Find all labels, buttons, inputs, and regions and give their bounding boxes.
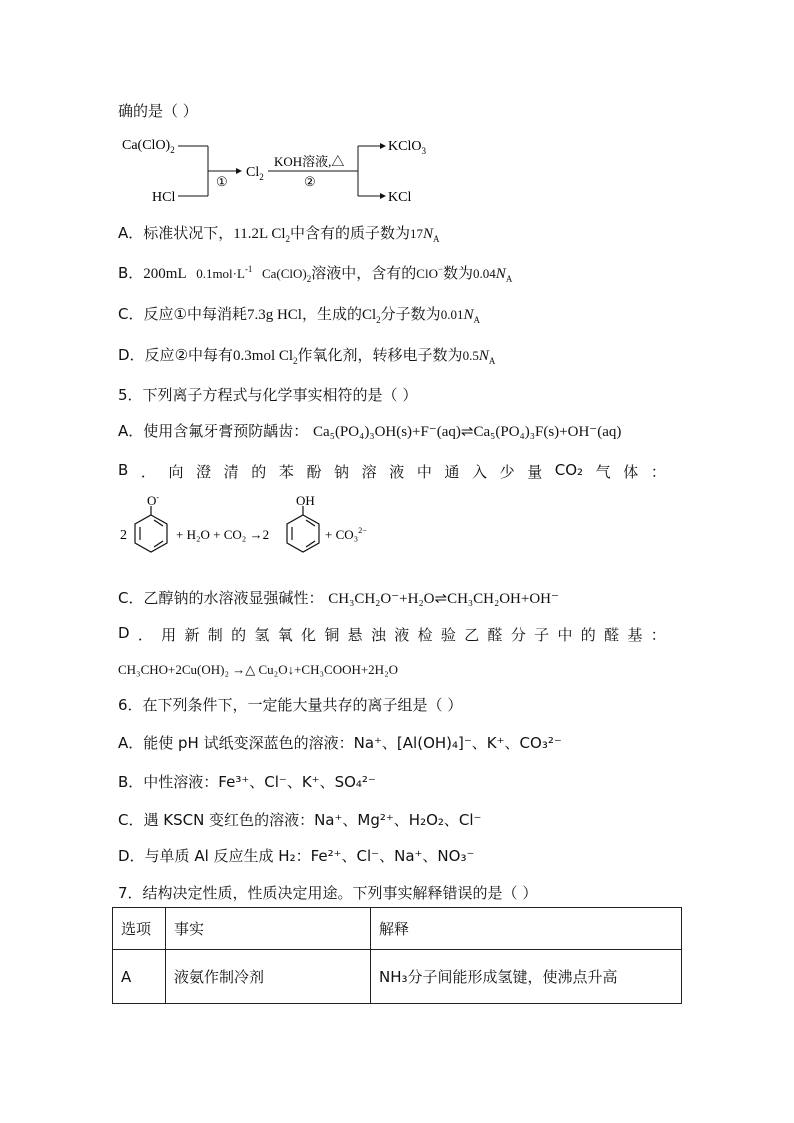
justified-char: 检 [417, 626, 433, 644]
table-header-row [113, 908, 682, 950]
justified-char: D [118, 624, 130, 642]
q7-table [112, 907, 682, 1004]
table-cell: 液氨作制冷剂 [166, 950, 371, 1004]
justified-char: 钠 [334, 463, 350, 481]
q5-option-a: A．使用含氟牙膏预防龋齿： Ca₅(PO₄)₃OH(s)+F⁻(aq)⇌Ca₅(PO₄)₃F(s)+OH⁻(aq) [118, 422, 622, 440]
justified-char: 中 [557, 626, 573, 644]
justified-char: 悬 [347, 626, 363, 644]
justified-char: 氧 [277, 626, 293, 644]
justified-char: 液 [389, 463, 405, 481]
q6-option-b: B．中性溶液：Fe³⁺、Cl⁻、K⁺、SO₄²⁻ [118, 773, 376, 791]
justified-char: 体 [623, 463, 639, 481]
q5-option-a-equation: Ca₅(PO₄)₃OH(s)+F⁻(aq)⇌Ca₅(PO₄)₃F(s)+OH⁻(aq) [313, 424, 622, 440]
justified-char: 的 [251, 463, 267, 481]
justified-char: 乙 [464, 626, 480, 644]
eq-phenol: OH [296, 494, 315, 508]
justified-char: 的 [580, 626, 596, 644]
justified-char: ： [650, 463, 666, 481]
justified-char: 氢 [254, 626, 270, 644]
table-header-cell: 解释 [371, 908, 682, 950]
justified-char: 苯 [278, 463, 294, 481]
justified-char: 澄 [196, 463, 212, 481]
q5-option-b-stem [118, 461, 666, 482]
table-cell: NH₃分子间能形成氢键，使沸点升高 [371, 950, 682, 1004]
scheme-product2: KCl [388, 190, 412, 205]
justified-char: 入 [472, 463, 488, 481]
justified-char: 溶 [361, 463, 377, 481]
justified-char: B [118, 461, 129, 479]
justified-char: 用 [161, 626, 177, 644]
justified-char: ． [137, 626, 153, 644]
justified-char: 制 [207, 626, 223, 644]
eq-plus-terms: + H₂O + CO₂ →2 [176, 527, 270, 542]
justified-char: 中 [416, 463, 432, 481]
q4-option-d: D．反应②中每有0.3mol $Cl_2$作氧化剂，转移电子数为$0.5N_A$ [118, 346, 496, 366]
justified-char: 分 [510, 626, 526, 644]
q4-option-c: C．反应①中每消耗7.3g HCl，生成的$Cl_2$分子数为$0.01N_A$ [118, 305, 480, 325]
eq-phenoxide: O- [147, 494, 160, 508]
eq-carbonate: + CO₃$^{2-}$ [325, 526, 367, 542]
justified-char: 的 [231, 626, 247, 644]
justified-char: 验 [440, 626, 456, 644]
justified-char: ： [650, 626, 666, 644]
scheme-intermediate: $Cl_2$ [246, 165, 264, 182]
justified-char: ． [140, 463, 156, 481]
q4-stem-tail: 确的是（ ） [118, 102, 198, 120]
q6-option-c: C．遇 KSCN 变红色的溶液：Na⁺、Mg²⁺、H₂O₂、Cl⁻ [118, 811, 482, 829]
justified-char: 向 [168, 463, 184, 481]
q6-option-a: A．能使 pH 试纸变深蓝色的溶液：Na⁺、[Al(OH)₄]⁻、K⁺、CO₃²⁻ [118, 734, 562, 752]
q4-option-b: B．200mL $0.1mol\cdot L^{-1}$ $Ca(ClO)_2$溶液中，含有的ClO−数为$0.04N_A$ [118, 264, 513, 284]
table-header-cell: 事实 [166, 908, 371, 950]
justified-char: 气 [595, 463, 611, 481]
q5-option-d-stem [118, 624, 666, 645]
justified-char: CO₂ [554, 461, 584, 479]
q5-option-d-equation: CH₃CHO+2Cu(OH)₂ →△ Cu₂O↓+CH₃COOH+2H₂O [118, 662, 398, 677]
scheme-reactant1: $Ca(ClO)_2$ [122, 138, 175, 155]
justified-char: 基 [627, 626, 643, 644]
justified-char: 量 [527, 463, 543, 481]
justified-char: 醛 [604, 626, 620, 644]
table-row [113, 950, 682, 1004]
scheme-step1: ① [216, 174, 228, 189]
justified-char: 醛 [487, 626, 503, 644]
justified-char: 子 [534, 626, 550, 644]
table-cell: A [113, 950, 166, 1004]
q5-stem: 5．下列离子方程式与化学事实相符的是（ ） [118, 386, 418, 404]
justified-char: 酚 [306, 463, 322, 481]
q5-option-b-equation [118, 494, 378, 568]
scheme-reactant2: HCl [152, 190, 176, 205]
justified-char: 新 [184, 626, 200, 644]
q5-option-c-equation: CH₃CH₂O⁻+H₂O⇌CH₃CH₂OH+OH⁻ [328, 591, 559, 607]
eq-coef: 2 [120, 528, 127, 543]
table-header-cell: 选项 [113, 908, 166, 950]
justified-char: 液 [394, 626, 410, 644]
q4-option-a: A．标准状况下，11.2L $Cl_2$中含有的质子数为$17N_A$ [118, 224, 440, 244]
scheme-condition: KOH溶液,△ [274, 154, 345, 169]
justified-char: 铜 [324, 626, 340, 644]
scheme-step2: ② [304, 174, 316, 189]
justified-char: 浊 [370, 626, 386, 644]
q4-reaction-scheme [118, 128, 448, 208]
justified-char: 少 [499, 463, 515, 481]
justified-char: 通 [444, 463, 460, 481]
q7-stem: 7．结构决定性质，性质决定用途。下列事实解释错误的是（ ） [118, 884, 538, 902]
q6-option-d: D．与单质 Al 反应生成 H₂：Fe²⁺、Cl⁻、Na⁺、NO₃⁻ [118, 847, 475, 865]
justified-char: 化 [301, 626, 317, 644]
q5-option-c: C．乙醇钠的水溶液显强碱性： CH₃CH₂O⁻+H₂O⇌CH₃CH₂OH+OH⁻ [118, 589, 559, 607]
justified-char: 清 [223, 463, 239, 481]
q6-stem: 6．在下列条件下，一定能大量共存的离子组是（ ） [118, 696, 463, 714]
scheme-product1: KClO$_3$ [388, 139, 426, 156]
